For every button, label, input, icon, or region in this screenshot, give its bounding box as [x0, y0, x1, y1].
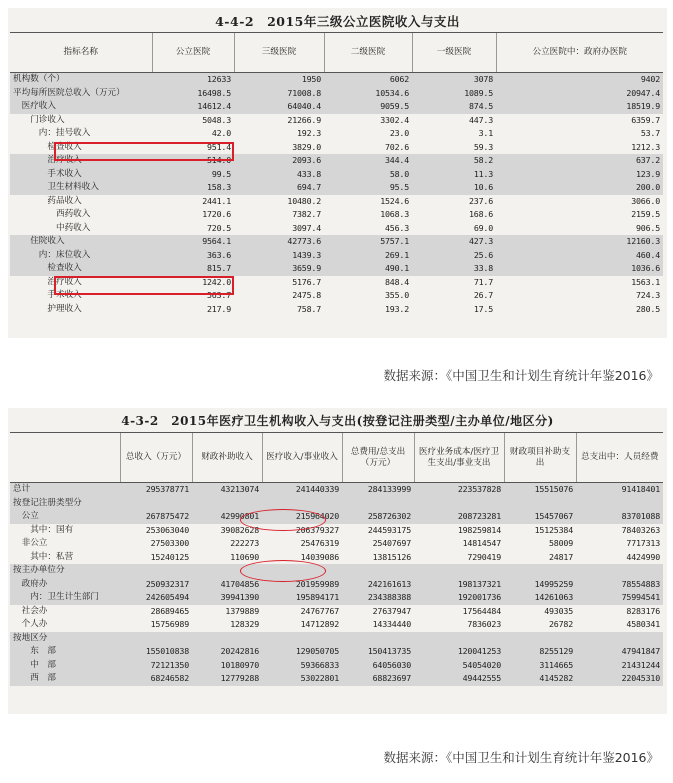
table-cell: 17564484: [462, 605, 501, 616]
table-cell: 4145282: [504, 672, 576, 686]
table-cell: 198259814: [457, 524, 501, 535]
col-header-grade2: 二级医院: [324, 33, 412, 73]
table-cell: 59.3: [473, 141, 493, 152]
table-cell: 6062: [324, 73, 412, 87]
table-cell: 24817: [549, 551, 573, 562]
table-cell: 2093.6: [234, 154, 324, 168]
row-label: 西药收入: [13, 209, 91, 219]
table-cell: [120, 497, 192, 511]
row-label: 非公立: [13, 538, 48, 548]
table-cell: 68246582: [120, 672, 192, 686]
table-cell: 5757.1: [324, 235, 412, 249]
table-cell: [120, 564, 192, 578]
table-row: [10, 497, 663, 511]
table-cell: 25476319: [300, 538, 339, 548]
table-row: [10, 303, 663, 317]
table-row: [10, 510, 663, 524]
row-label: 内：床位收入: [10, 249, 152, 263]
table-cell: 53022801: [262, 672, 342, 686]
table-cell: 9564.1: [152, 235, 234, 249]
row-label: 个人办: [13, 619, 48, 629]
table-cell: 815.7: [152, 262, 234, 276]
row-label: 治疗收入: [10, 154, 152, 168]
table-cell: 848.4: [385, 276, 409, 287]
table-cell: 47941847: [576, 645, 663, 659]
table-cell: 4580341: [626, 619, 660, 629]
table-cell: [576, 497, 663, 511]
table-cell: 192.3: [297, 128, 321, 138]
table-cell: 295378771: [120, 483, 192, 497]
table-cell: 244593175: [367, 524, 411, 535]
row-label: 护理收入: [13, 303, 82, 314]
table-cell: 563.7: [207, 290, 231, 300]
table-cell: 53.7: [640, 128, 660, 138]
col-header-cost: 医疗业务成本/医疗卫生支出/事业支出: [414, 433, 504, 483]
table-cell: 18519.9: [496, 100, 663, 114]
table-row: [10, 249, 663, 263]
row-label: 其中：私营: [13, 551, 74, 562]
row-label: 药品收入: [13, 195, 82, 206]
table-title: 4-4-2 2015年三级公立医院收入与支出: [215, 14, 460, 29]
table-cell: 280.5: [636, 303, 660, 314]
table-row: [10, 181, 663, 195]
table-row: [10, 73, 663, 87]
row-label: 西 部: [10, 672, 120, 686]
row-label: 门诊收入: [13, 114, 65, 125]
table-cell: 16498.5: [152, 87, 234, 101]
table-row: [10, 222, 663, 236]
table-cell: 15756989: [150, 619, 189, 629]
table-cell: 3066.0: [631, 195, 660, 206]
table-cell: [576, 632, 663, 646]
row-label: 卫生材料收入: [10, 181, 152, 195]
table-scan-2: [8, 408, 667, 714]
table-cell: 284133999: [342, 483, 414, 497]
table-cell: 49442555: [414, 672, 504, 686]
row-label: 按地区分: [10, 632, 120, 646]
table-cell: [192, 632, 262, 646]
row-label: 机构数（个）: [10, 73, 152, 87]
col-header-personnel: 总支出中：人员经费: [576, 433, 663, 483]
table-cell: 460.4: [496, 249, 663, 263]
table-cell: 3078: [412, 73, 496, 87]
row-label: 社会办: [13, 605, 48, 616]
table-cell: 20947.4: [496, 87, 663, 101]
col-header-total: 总收入（万元）: [120, 433, 192, 483]
table-row: [10, 672, 663, 686]
table-cell: 250932317: [120, 578, 192, 592]
table-cell: [342, 497, 414, 511]
table-cell: 269.1: [324, 249, 412, 263]
table-cell: 15515076: [504, 483, 576, 497]
table-cell: 1036.6: [496, 262, 663, 276]
table-cell: 10.6: [412, 181, 496, 195]
table-cell: 15125384: [534, 524, 573, 535]
table-row: [10, 551, 663, 565]
table-scan-1: [8, 8, 667, 338]
table-cell: 2159.5: [631, 209, 660, 219]
row-label: 东 部: [10, 645, 120, 659]
table-cell: 12160.3: [496, 235, 663, 249]
table-cell: 64040.4: [234, 100, 324, 114]
table-cell: 514.0: [152, 154, 234, 168]
table-row: [10, 114, 663, 128]
table-row: [10, 100, 663, 114]
table-cell: 28689465: [150, 605, 189, 616]
table-cell: 110690: [230, 551, 259, 562]
table-cell: [262, 632, 342, 646]
col-header-name: 指标名称: [10, 33, 152, 73]
table-cell: 4424990: [626, 551, 660, 562]
table-cell: 54054020: [414, 659, 504, 673]
table-cell: 58.0: [324, 168, 412, 182]
table-cell: 39941390: [192, 591, 262, 605]
table-cell: [504, 497, 576, 511]
table-cell: 25.6: [412, 249, 496, 263]
table-cell: 253063040: [145, 524, 189, 535]
table-cell: 1379889: [225, 605, 259, 616]
source-note: 数据来源：《中国卫生和计划生育统计年鉴2016》: [383, 750, 659, 765]
table-cell: 2475.8: [292, 290, 321, 300]
table-cell: 78554883: [576, 578, 663, 592]
table-cell: 168.6: [469, 209, 493, 219]
table-cell: 344.4: [324, 154, 412, 168]
table-row: [10, 208, 663, 222]
table-cell: 27503300: [150, 538, 189, 548]
table-cell: 72121350: [120, 659, 192, 673]
table-cell: 9402: [496, 73, 663, 87]
table-cell: 192001736: [414, 591, 504, 605]
col-header-grade3: 三级医院: [234, 33, 324, 73]
table-cell: 26.7: [473, 290, 493, 300]
table-row: [10, 659, 663, 673]
table-cell: 637.2: [496, 154, 663, 168]
table-cell: 223537828: [414, 483, 504, 497]
table-cell: 78403263: [621, 524, 660, 535]
table-cell: 42.0: [211, 128, 231, 138]
table-cell: 12779288: [192, 672, 262, 686]
table-cell: 433.8: [234, 168, 324, 182]
table-row: [10, 262, 663, 276]
table-cell: [414, 497, 504, 511]
table-cell: 222273: [230, 538, 259, 548]
table-cell: 3659.9: [234, 262, 324, 276]
table-cell: 58009: [549, 538, 573, 548]
table-cell: 25407697: [372, 538, 411, 548]
table-cell: 720.5: [207, 222, 231, 233]
table-cell: 215964020: [262, 510, 342, 524]
row-label: 总计: [10, 483, 120, 497]
table-cell: 702.6: [385, 141, 409, 152]
table-row: [10, 618, 663, 632]
table-cell: 1068.3: [380, 209, 409, 219]
table-cell: 83701088: [576, 510, 663, 524]
row-label: 检查收入: [10, 262, 152, 276]
table-cell: 7836023: [467, 619, 501, 629]
table-cell: 242605494: [120, 591, 192, 605]
table-row: [10, 168, 663, 182]
table-cell: 3097.4: [292, 222, 321, 233]
table-cell: 456.3: [385, 222, 409, 233]
highlight-box-outpatient-exam: [54, 142, 234, 161]
table-cell: [342, 632, 414, 646]
table-cell: 208723281: [414, 510, 504, 524]
table-cell: 14612.4: [152, 100, 234, 114]
table-cell: 91418401: [576, 483, 663, 497]
table-cell: 120041253: [414, 645, 504, 659]
row-label: 公立: [10, 510, 120, 524]
table-cell: 42773.6: [234, 235, 324, 249]
table-cell: 75994541: [576, 591, 663, 605]
table-cell: 12633: [152, 73, 234, 87]
table-cell: 23.0: [389, 128, 409, 138]
table-row: [10, 578, 663, 592]
table-cell: 1212.3: [631, 141, 660, 152]
table-cell: 1950: [234, 73, 324, 87]
table-cell: 6359.7: [631, 114, 660, 125]
table-cell: 724.3: [636, 290, 660, 300]
table-row: [10, 195, 663, 209]
table-title: 4-3-2 2015年医疗卫生机构收入与支出(按登记注册类型/主办单位/地区分): [121, 414, 554, 428]
table-cell: 95.5: [324, 181, 412, 195]
table-cell: 33.8: [412, 262, 496, 276]
table-cell: 68823697: [342, 672, 414, 686]
table-cell: 242161613: [342, 578, 414, 592]
table-cell: 158.3: [152, 181, 234, 195]
table-cell: 3.1: [478, 128, 493, 138]
table-cell: 493035: [544, 605, 573, 616]
table-cell: [576, 564, 663, 578]
table-cell: [342, 564, 414, 578]
table-cell: 10180970: [192, 659, 262, 673]
row-label: 其中：国有: [13, 524, 74, 535]
table-row: [10, 235, 663, 249]
table-cell: 129050705: [262, 645, 342, 659]
table-cell: 9059.5: [324, 100, 412, 114]
table-row: [10, 537, 663, 551]
table-cell: 447.3: [469, 114, 493, 125]
col-header-public: 公立医院: [152, 33, 234, 73]
table-cell: 155010838: [120, 645, 192, 659]
table-cell: 13815126: [372, 551, 411, 562]
table-cell: 241440339: [262, 483, 342, 497]
table-cell: 11.3: [412, 168, 496, 182]
col-header-fiscal: 财政补助收入: [192, 433, 262, 483]
table-cell: 200.0: [496, 181, 663, 195]
table-cell: [262, 497, 342, 511]
table-cell: 237.6: [469, 195, 493, 206]
table-cell: [120, 632, 192, 646]
table-cell: 193.2: [385, 303, 409, 314]
table-cell: 10480.2: [287, 195, 321, 206]
table-cell: 694.7: [234, 181, 324, 195]
table-cell: [504, 564, 576, 578]
table-cell: 43213074: [192, 483, 262, 497]
highlight-oval-public-medical: [240, 509, 326, 531]
table-cell: 42990801: [192, 510, 262, 524]
table-cell: 5048.3: [202, 114, 231, 125]
table-row: [10, 483, 663, 497]
table-cell: 22045310: [576, 672, 663, 686]
table-cell: 10534.6: [324, 87, 412, 101]
table-cell: 1524.6: [380, 195, 409, 206]
table-cell: 20242816: [192, 645, 262, 659]
table-cell: 1089.5: [412, 87, 496, 101]
source-note: 数据来源：《中国卫生和计划生育统计年鉴2016》: [383, 368, 659, 383]
table-cell: 39082628: [220, 524, 259, 535]
table-cell: 951.4: [207, 141, 231, 152]
table-cell: 14261063: [504, 591, 576, 605]
table-cell: 71008.8: [234, 87, 324, 101]
table-cell: 7717313: [626, 538, 660, 548]
table-cell: 15457067: [504, 510, 576, 524]
table-cell: 24767767: [300, 605, 339, 616]
table-cell: 21431244: [576, 659, 663, 673]
row-label: 医疗收入: [10, 100, 152, 114]
table-cell: 7290419: [467, 551, 501, 562]
table-cell: [414, 564, 504, 578]
table-cell: [192, 497, 262, 511]
table-cell: 258726302: [342, 510, 414, 524]
table-cell: 71.7: [473, 276, 493, 287]
table-cell: 363.6: [152, 249, 234, 263]
table-cell: 15240125: [150, 551, 189, 562]
table-row: [10, 605, 663, 619]
table-cell: 41704856: [192, 578, 262, 592]
table-row: [10, 87, 663, 101]
highlight-box-inpatient-exam: [54, 276, 234, 295]
table-cell: 99.5: [152, 168, 234, 182]
row-label: 中药收入: [13, 222, 91, 233]
statistics-table: [10, 432, 663, 686]
table-cell: 758.7: [297, 303, 321, 314]
statistics-table: [10, 32, 663, 316]
table-row: [10, 524, 663, 538]
table-cell: 14334440: [372, 619, 411, 629]
row-label: 治疗收入: [13, 276, 82, 287]
table-cell: 490.1: [324, 262, 412, 276]
row-label: 平均每所医院总收入（万元）: [10, 87, 152, 101]
table-row: [10, 632, 663, 646]
table-cell: 267875472: [120, 510, 192, 524]
row-label: 按登记注册类型分: [10, 497, 120, 511]
table-cell: 17.5: [473, 303, 493, 314]
table-cell: 64056030: [342, 659, 414, 673]
table-cell: 3302.4: [380, 114, 409, 125]
table-cell: 217.9: [207, 303, 231, 314]
table-cell: 1439.3: [234, 249, 324, 263]
table-cell: 69.0: [473, 222, 493, 233]
table-cell: 14814547: [462, 538, 501, 548]
table-cell: 1720.6: [202, 209, 231, 219]
row-label: 检查收入: [13, 141, 82, 152]
table-cell: 150413735: [342, 645, 414, 659]
row-label: 内：挂号收入: [13, 128, 91, 138]
table-cell: 906.5: [636, 222, 660, 233]
table-cell: 234388388: [342, 591, 414, 605]
table-cell: 7382.7: [292, 209, 321, 219]
table-cell: [504, 632, 576, 646]
table-cell: 3829.0: [292, 141, 321, 152]
col-header-expense: 总费用/总支出（万元）: [342, 433, 414, 483]
table-cell: 8255129: [504, 645, 576, 659]
table-cell: 201959989: [262, 578, 342, 592]
table-cell: 206379327: [295, 524, 339, 535]
table-cell: 1563.1: [631, 276, 660, 287]
table-cell: 26782: [549, 619, 573, 629]
row-label: 手术收入: [10, 168, 152, 182]
row-label: 中 部: [10, 659, 120, 673]
table-cell: 195894171: [262, 591, 342, 605]
col-header-project: 财政项目补助支出: [504, 433, 576, 483]
table-cell: [414, 632, 504, 646]
table-row: [10, 564, 663, 578]
table-cell: 1242.0: [202, 276, 231, 287]
table-cell: 5176.7: [292, 276, 321, 287]
table-cell: 2441.1: [202, 195, 231, 206]
row-label: 按主办单位分: [10, 564, 120, 578]
row-label: 住院收入: [10, 235, 152, 249]
row-label: 内：卫生计生部门: [10, 591, 120, 605]
table-row: [10, 645, 663, 659]
table-cell: 123.9: [496, 168, 663, 182]
row-label: 手术收入: [13, 290, 82, 300]
table-row: [10, 591, 663, 605]
table-cell: 355.0: [385, 290, 409, 300]
table-cell: 427.3: [412, 235, 496, 249]
table-row: [10, 127, 663, 141]
highlight-oval-private-medical: [240, 560, 326, 582]
table-cell: 198137321: [414, 578, 504, 592]
table-cell: 128329: [230, 619, 259, 629]
table-cell: 21266.9: [287, 114, 321, 125]
col-header-govt: 公立医院中：政府办医院: [496, 33, 663, 73]
table-cell: 27637947: [372, 605, 411, 616]
table-cell: 14712892: [300, 619, 339, 629]
table-cell: 8283176: [626, 605, 660, 616]
row-label: 政府办: [10, 578, 120, 592]
col-header-medical: 医疗收入/事业收入: [262, 433, 342, 483]
table-cell: 874.5: [412, 100, 496, 114]
table-cell: 14995259: [504, 578, 576, 592]
table-cell: 3114665: [504, 659, 576, 673]
table-cell: 14039086: [300, 551, 339, 562]
table-cell: 59366833: [262, 659, 342, 673]
table-cell: 58.2: [412, 154, 496, 168]
col-header-grade1: 一级医院: [412, 33, 496, 73]
